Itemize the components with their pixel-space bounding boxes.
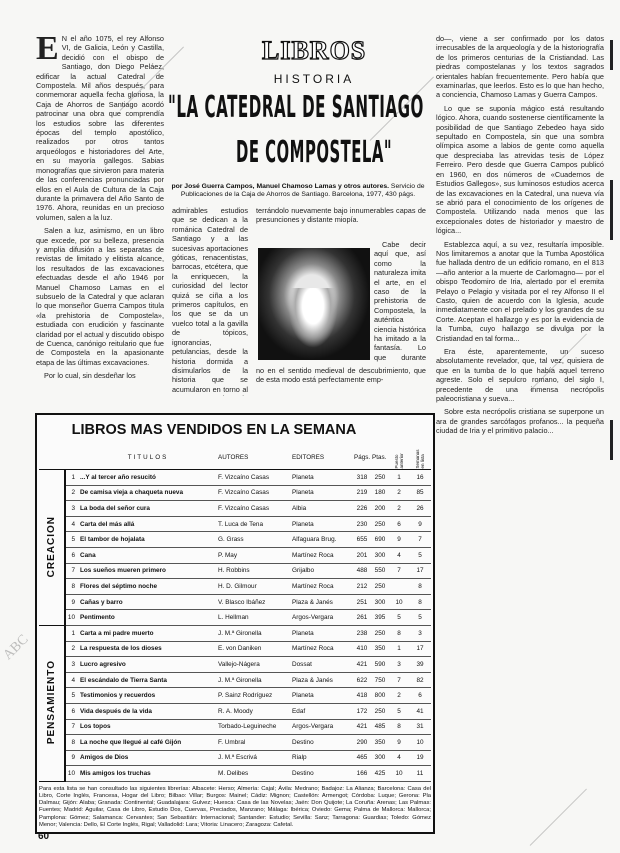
table-header-row [39,445,431,470]
cell-rank: 8 [65,579,79,595]
cell-price: 300 [371,750,389,766]
table-row [39,532,431,548]
cell-rank: 6 [65,703,79,719]
table-row [39,641,431,657]
table-row [39,672,431,688]
cell-rank: 5 [65,688,79,704]
cell-price: 800 [371,688,389,704]
cell-publisher: Dossat [291,657,353,673]
cell-weeks: 85 [409,485,431,501]
cell-publisher: Planeta [291,470,353,486]
cell-weeks: 41 [409,703,431,719]
cell-pages: 410 [353,641,371,657]
cell-publisher: Argos-Vergara [291,719,353,735]
cell-price: 300 [371,594,389,610]
cell-pages: 488 [353,563,371,579]
cell-title: Mis amigos los truchas [79,766,217,782]
cell-publisher: Alfaguara Brug. [291,532,353,548]
article-column-3-top [256,206,426,229]
section-title: LIBROS [262,36,367,65]
article-column-3-bottom [256,366,426,396]
cell-pages: 172 [353,703,371,719]
cell-title: Carta del más allá [79,516,217,532]
cell-author: E. von Daniken [217,641,291,657]
paragraph: Sobre esta necrópolis cristiana se superpone un ara de grandes sarcófagos profanos... la pequeña ciudad de Iria y el primitivo palacio... [436,407,604,436]
cell-title: Testimonios y recuerdos [79,688,217,704]
cell-price: 250 [371,516,389,532]
cell-author: H. Robbins [217,563,291,579]
header-authors: AUTORES [217,445,291,470]
cell-rank: 4 [65,672,79,688]
cell-title: Carta a mi padre muerto [79,625,217,641]
cell-pages: 318 [353,470,371,486]
cell-price: 300 [371,547,389,563]
cell-price: 425 [371,766,389,782]
cell-title: De camisa vieja a chaqueta nueva [79,485,217,501]
cell-pages: 418 [353,688,371,704]
cell-pages: 465 [353,750,371,766]
cell-publisher: Planeta [291,688,353,704]
article-column-3-side [374,240,426,362]
cell-rank: 8 [65,735,79,751]
cell-price: 485 [371,719,389,735]
cell-author: H. D. Gilmour [217,579,291,595]
cell-title: Vida después de la vida [79,703,217,719]
cell-rank: 2 [65,485,79,501]
cell-pages: 251 [353,594,371,610]
cell-weeks: 31 [409,719,431,735]
cell-author: Vallejo-Nágera [217,657,291,673]
cell-rank: 7 [65,719,79,735]
cell-weeks: 9 [409,516,431,532]
cell-weeks: 5 [409,610,431,626]
cell-rank: 3 [65,657,79,673]
paragraph: admirables estudios que se dedican a la románica Catedral de Santiago y a las sucesivas aportaciones góticas, renacentistas, barrocas, etcétera, que la enriquecen, la curiosidad del lector quizá se ciña a los primeros capítulos, en los que se da un vuelco total a la gavilla de tópicos, ignorancias, petulancias, desde la historia dormida a disimularlos de la historia que se acumularon en torno al [172,206,248,394]
cell-weeks: 19 [409,750,431,766]
table-row [39,563,431,579]
cell-author: P. Sainz Rodríguez [217,688,291,704]
cell-previous-rank: 10 [389,766,409,782]
cell-title: Cana [79,547,217,563]
table-row [39,547,431,563]
cell-pages: 201 [353,547,371,563]
cell-title: ...Y al tercer año resucitó [79,470,217,486]
cell-rank: 10 [65,766,79,782]
cell-publisher: Destino [291,766,353,782]
article-column-4 [436,34,604,849]
cell-previous-rank: 9 [389,532,409,548]
cell-weeks: 16 [409,470,431,486]
byline-authors: por José Guerra Campos, Manuel Chamoso Lamas y otros autores. [171,183,390,190]
cell-previous-rank: 10 [389,594,409,610]
header-publishers: EDITORES [291,445,353,470]
cell-previous-rank: 1 [389,470,409,486]
cell-pages: 230 [353,516,371,532]
cell-pages: 212 [353,579,371,595]
cell-weeks: 17 [409,641,431,657]
cell-author: J. M.ª Gironella [217,625,291,641]
subsection-title: HISTORIA [273,72,355,86]
cell-title: Los sueños mueren primero [79,563,217,579]
table-row [39,735,431,751]
article-column-1 [36,34,164,396]
cell-previous-rank: 8 [389,719,409,735]
cell-author: P. May [217,547,291,563]
cell-rank: 3 [65,501,79,517]
cell-publisher: Destino [291,735,353,751]
cell-title: La respuesta de los dioses [79,641,217,657]
cell-previous-rank: 4 [389,547,409,563]
cell-previous-rank [389,579,409,595]
cell-publisher: Grijalbo [291,563,353,579]
cell-title: Amigos de Dios [79,750,217,766]
cell-price: 350 [371,735,389,751]
cell-pages: 622 [353,672,371,688]
paragraph: do—, viene a ser confirmado por los datos irrecusables de la arqueología y de la historiografía de los primeros centurias de la Cristiandad. Las piedras compostelanas y los textos sagrados orientales habían frecuentemente. Pero había que examinarlas, que leerlos. Esto es lo que han hecho, a conciencia, Chamoso Lamas y Guerra Campos. [436,34,604,100]
cell-author: Torbado-Leguineche [217,719,291,735]
table-title: LIBROS MAS VENDIDOS EN LA SEMANA [71,422,357,438]
cell-price: 250 [371,470,389,486]
cell-author: M. Delibes [217,766,291,782]
cell-rank: 9 [65,594,79,610]
cell-price: 250 [371,625,389,641]
cell-publisher: Martínez Roca [291,547,353,563]
bestsellers-grid [39,445,431,782]
byline-details: Servicio de Publicaciones de la Caja de Ahorros de Santiago. Barcelona, 1977, 430 págs. [180,183,425,199]
cell-publisher: Edaf [291,703,353,719]
section-label-cell [39,470,65,626]
headline-line-2: DE COMPOSTELA" [236,135,393,170]
cell-rank: 9 [65,750,79,766]
edge-mark [610,420,613,460]
cell-title: La noche que llegué al café Gijón [79,735,217,751]
paragraph: Lo que se suponía mágico está resultando lógico. Ahora, cuando sostenerse científicamente la posibilidad de que Santiago Zebedeo haya sido sepultado en Compostela, sin que una sombra olímpica asome a labios de gente como aquella que despreciaba las atrevidas tesis de López Ferreiro. Pero desde que Guerra Campos publicó en 1960, en dos números de «Cuadernos de Estudios Gallegos», sus luminosos estudios acerca de las excavaciones en la Catedral, una nueva vía se abrió para el conocimiento de los orígenes de Compostela. Utilizando nada menos que las excepcionales dotes de historiador y maestro de lógica... [436,103,604,236]
cell-previous-rank: 5 [389,610,409,626]
table-row [39,625,431,641]
paragraph: Por lo cual, sin desdeñar los [44,371,136,381]
cell-publisher: Planeta [291,485,353,501]
cell-previous-rank: 3 [389,657,409,673]
cell-weeks: 5 [409,547,431,563]
cell-author: V. Blasco Ibáñez [217,594,291,610]
section-label: CREACION [46,515,57,578]
cell-publisher: Planeta [291,625,353,641]
cell-publisher: Plaza & Janés [291,594,353,610]
cell-author: G. Grass [217,532,291,548]
cell-pages: 238 [353,625,371,641]
cell-price: 690 [371,532,389,548]
cell-rank: 1 [65,470,79,486]
header-pages: Págs. [353,445,371,470]
page-number: 60 [38,831,50,842]
cell-rank: 7 [65,563,79,579]
cell-weeks: 26 [409,501,431,517]
cell-weeks: 8 [409,579,431,595]
cell-weeks: 82 [409,672,431,688]
cell-publisher: Argos-Vergara [291,610,353,626]
cell-author: F. Umbral [217,735,291,751]
cell-previous-rank: 7 [389,563,409,579]
table-row [39,485,431,501]
cell-publisher: Rialp [291,750,353,766]
cell-author: F. Vizcaíno Casas [217,470,291,486]
paragraph: Establezca aquí, a su vez, resultaría imposible. Nos limitaremos a anotar que la Tumba Apostólica fue hallada dentro de un edificio romano, en el 813 —año anterior a la muerte de Carlomagno— por el obispo Teodomiro de Iria, alertado por el eremita Pelayo o Pelagio y visitada por el rey Alfonso II el Casto, quien de acuerdo con la Iglesia, acude inmediatamente con el prelado y los grandes de su Corte. Aceptan el hallazgo y es por la evidencia de la Tumba, cuyo hallazgo se divulga por la Cristiandad en tal forma... [436,239,604,343]
section-label-cell [39,625,65,781]
edge-mark [610,180,613,240]
table-row [39,470,431,486]
cell-weeks: 11 [409,766,431,782]
cell-weeks: 7 [409,532,431,548]
cell-weeks: 39 [409,657,431,673]
cell-price: 250 [371,579,389,595]
table-row [39,657,431,673]
table-row [39,703,431,719]
cell-publisher: Albia [291,501,353,517]
cell-previous-rank: 2 [389,688,409,704]
cell-publisher: Martínez Roca [291,641,353,657]
bestsellers-table [35,413,435,834]
header-titles: TITULOS [79,445,217,470]
cell-rank: 5 [65,532,79,548]
table-row [39,610,431,626]
cell-weeks: 10 [409,735,431,751]
cell-rank: 4 [65,516,79,532]
cell-author: L. Hellman [217,610,291,626]
table-row [39,579,431,595]
cell-pages: 226 [353,501,371,517]
cell-price: 200 [371,501,389,517]
cell-previous-rank: 2 [389,501,409,517]
paragraph: Cabe decir aquí que, así como la naturaleza imita el arte, en el caso de la prehistoria de Compostela, la auténtica ciencia histórica ha imitado a la fantasía. Lo que durante [374,240,426,362]
section-label: PENSAMIENTO [46,660,57,745]
headline-line-1: "LA CATEDRAL DE SANTIAGO [168,90,424,125]
cell-pages: 219 [353,485,371,501]
cell-publisher: Plaza & Janés [291,672,353,688]
cell-pages: 655 [353,532,371,548]
drop-cap: E [36,34,59,67]
author-photo [258,248,370,360]
byline [170,183,426,200]
cell-previous-rank: 9 [389,735,409,751]
cell-weeks: 6 [409,688,431,704]
cell-previous-rank: 8 [389,625,409,641]
cell-publisher: Martínez Roca [291,579,353,595]
article-column-2 [172,206,248,396]
cell-previous-rank: 1 [389,641,409,657]
cell-pages: 421 [353,657,371,673]
cell-pages: 290 [353,735,371,751]
cell-title: Cañas y barro [79,594,217,610]
table-row [39,688,431,704]
paragraph: N el año 1075, el rey Alfonso VI, de Galicia, León y Castilla, decidió con el obispo de Santiago, don Diego Peláez, edificar la actual Catedral de Compostela. Mil años después, para conmemorar aquella fecha gloriosa, la Caja de Ahorros de Santiago acordó patrocinar una obra que comprendía los estudios sobre las diferentes épocas del templo apostólico, realizados por otros tantos arqueólogos e historiadores del Arte, en su mayoría gallegos. Sabias monografías que sirvieron para materia de las conferencias pronunciadas por ellos en el Aula de Cultura de la Caja durante la primavera del Año Santo de 1976. Ahora, reunidas en un precioso volumen, salen a la luz. [36,34,164,222]
cell-title: El tambor de hojalata [79,532,217,548]
cell-weeks: 8 [409,594,431,610]
table-row [39,594,431,610]
cell-price: 180 [371,485,389,501]
cell-weeks: 17 [409,563,431,579]
cell-title: La boda del señor cura [79,501,217,517]
edge-mark [610,40,613,70]
header-price: Ptas. [371,445,389,470]
cell-price: 750 [371,672,389,688]
cell-rank: 2 [65,641,79,657]
table-row [39,750,431,766]
cell-previous-rank: 2 [389,485,409,501]
bookstores-note: Para esta lista se han consultado las siguientes librerías: Albacete: Herso; Almería: Cajal; Ávila: Medrano; Badajoz: La Alianza; Barcelona: Casa del Libro, Corte Inglés, Francesa, Hogar del Libro; Bilbao: Villar; Burgos: Mainel; Cádiz: Mignon; Castellón: Armengot; Córdoba: Luque; Gerona: Pla Dalmau; Gijón: Alaba; Granada: Continental; Guadalajara: Gulvez; Huesca: Casa de las Novelas; Jaén: Don Quijote; La Coruña: Arenas; Las Palmas: Fuentes; Madrid: Aguilar, Casa de Libro, Estudio Dos, Cuervas, Preciados, Manzano; Málaga: Ibérica; Oviedo: Gema; Palma de Mallorca: Mallorca; Pamplona: Gómez; Salamanca: Cervantes; San Sebastián: Internacional; Santander: Estudio; Sevilla: Sanz; Tarragona: Guardias; Toledo: Gómez Menor; Valencia: Dello, El Corte Inglés, Rigal; Valladolid: Lara; Vitoria: Linacero; Zaragoza: Cafetal. [39,785,431,828]
cell-rank: 10 [65,610,79,626]
header-weeks: Semanas en lista [409,445,431,470]
cell-author: F. Vizcaíno Casas [217,485,291,501]
cell-author: J. M.ª Escrivá [217,750,291,766]
paragraph: Era éste, aparentemente, un suceso absolutamente revelador, que, tal vez, quisiera de que en la tumba de lo que había aquel terreno agreste. Solo el sepulcro romano, del siglo I, precedente de una inmensa necrópolis paleocristiana y sueva... [436,347,604,404]
cell-price: 590 [371,657,389,673]
cell-previous-rank: 4 [389,750,409,766]
cell-author: F. Vizcaíno Casas [217,501,291,517]
table-row [39,766,431,782]
cell-author: R. A. Moody [217,703,291,719]
cell-previous-rank: 7 [389,672,409,688]
paragraph: Salen a luz, asimismo, en un libro que excede, por su belleza, presencia y amplia difusión a las separatas de revistas de limitado y elitista alcance, los resultados de las excavaciones efectuadas desde el año 1946 por Manuel Chamoso Lamas en el subsuelo de la Catedral y que aclaran lo que monseñor Guerra Campos titula «la prehistoria de Compostela», estudiada con erudición y fascinante claridad por el actual y discutido obispo de Cuenca, canónigo reitulario que fue de Compostela en la apasionante etapa de las últimas excavaciones. [36,226,164,367]
cell-previous-rank: 5 [389,703,409,719]
cell-publisher: Planeta [291,516,353,532]
cell-author: T. Luca de Tena [217,516,291,532]
cell-weeks: 3 [409,625,431,641]
cell-pages: 261 [353,610,371,626]
cell-price: 350 [371,641,389,657]
cell-price: 395 [371,610,389,626]
cell-title: Flores del séptimo noche [79,579,217,595]
cell-previous-rank: 6 [389,516,409,532]
cell-pages: 421 [353,719,371,735]
watermark: ABC [0,632,32,664]
header-previous: Puesto anterior [389,445,409,470]
paragraph: terrándolo nuevamente bajo innumerables capas de presunciones y distante miopía. [256,206,426,225]
cell-title: Pentimento [79,610,217,626]
cell-price: 550 [371,563,389,579]
cell-price: 250 [371,703,389,719]
cell-title: El escándalo de Tierra Santa [79,672,217,688]
cell-pages: 166 [353,766,371,782]
paragraph: no en el sentido medieval de descubrimiento, que de esta modo está perfectamente emp- [256,366,426,385]
cell-rank: 6 [65,547,79,563]
cell-author: J. M.ª Gironella [217,672,291,688]
cell-title: Los topos [79,719,217,735]
cell-rank: 1 [65,625,79,641]
table-row [39,501,431,517]
table-row [39,719,431,735]
cell-title: Lucro agresivo [79,657,217,673]
table-row [39,516,431,532]
